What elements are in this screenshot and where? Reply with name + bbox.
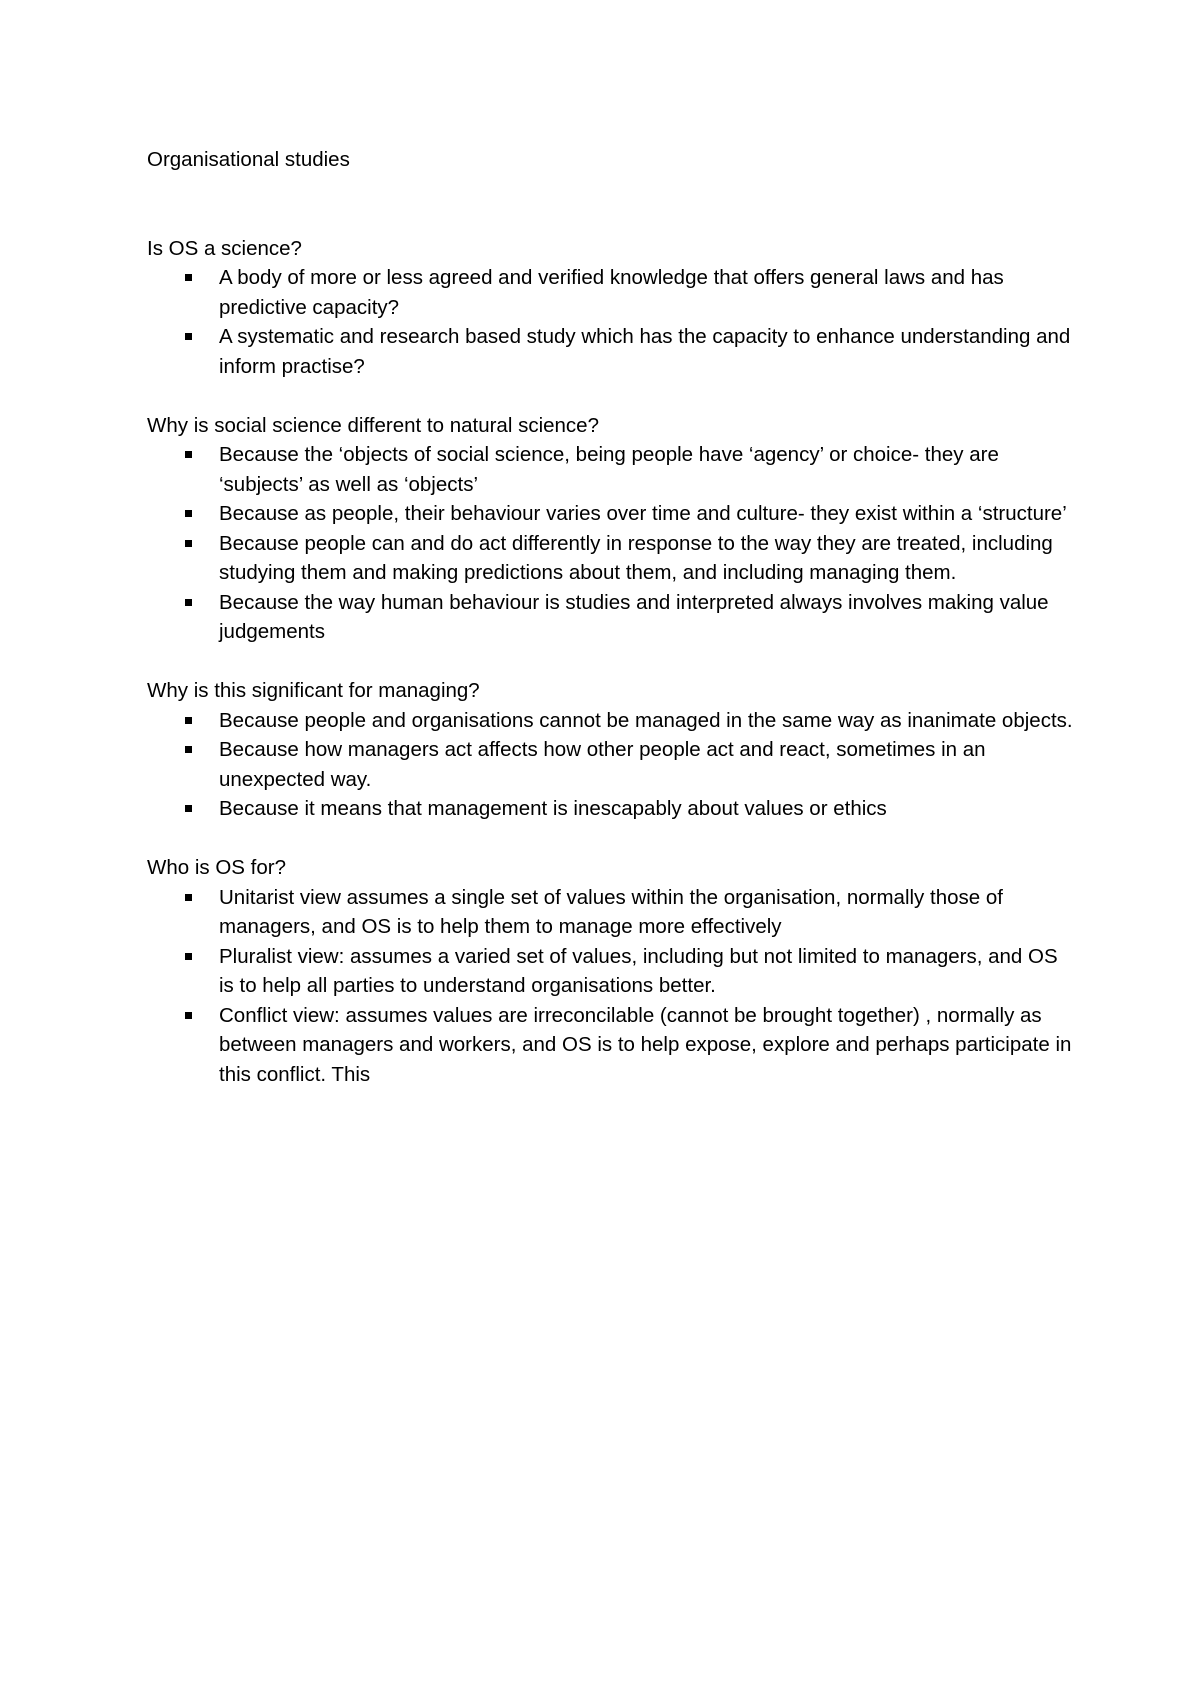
- list-item-text: Unitarist view assumes a single set of values within the organisation, normally those of managers, and OS is to help them to manage more effectively: [219, 885, 1003, 938]
- bullet-list: [147, 263, 1077, 381]
- list-item: [147, 263, 1077, 322]
- list-item-text: Because as people, their behaviour varies over time and culture- they exist within a ‘structure’: [219, 502, 1067, 525]
- list-item-text: Because the way human behaviour is studies and interpreted always involves making value judgements: [219, 590, 1049, 643]
- section-heading: Who is OS for?: [147, 856, 286, 879]
- list-item: [147, 883, 1077, 942]
- bullet-list: [147, 706, 1077, 824]
- section-heading: Why is social science different to natural science?: [147, 413, 599, 437]
- list-item: [147, 588, 1077, 647]
- section-social-vs-natural-science: [147, 411, 1077, 647]
- list-item: [147, 735, 1077, 794]
- section-is-os-a-science: [147, 234, 1077, 382]
- list-item: [147, 529, 1077, 588]
- list-item-text: A systematic and research based study which has the capacity to enhance understanding and inform practise?: [219, 325, 1071, 378]
- list-item-text: A body of more or less agreed and verified knowledge that offers general laws and has predictive capacity?: [219, 266, 1004, 319]
- square-bullet-icon: [185, 599, 192, 606]
- square-bullet-icon: [185, 717, 192, 724]
- section-who-is-os-for: [147, 853, 1077, 1089]
- section-significance-for-managing: [147, 676, 1077, 824]
- square-bullet-icon: [185, 451, 192, 458]
- list-item: [147, 440, 1077, 499]
- list-item: [147, 706, 1077, 736]
- list-item: [147, 794, 1077, 824]
- section-heading: Why is this significant for managing?: [147, 679, 480, 702]
- square-bullet-icon: [185, 510, 192, 517]
- list-item-text: Because it means that management is inescapably about values or ethics: [219, 797, 887, 820]
- list-item-text: Because the ‘objects of social science, being people have ‘agency’ or choice- they are ‘subjects’ as well as ‘objects’: [219, 443, 999, 496]
- list-item-text: Because people can and do act differently in response to the way they are treated, including studying them and making predictions about them, and including managing them.: [219, 531, 1053, 584]
- list-item: [147, 942, 1077, 1001]
- square-bullet-icon: [185, 1012, 192, 1019]
- section-heading: Is OS a science?: [147, 236, 302, 260]
- bullet-list: [147, 440, 1077, 647]
- list-item: [147, 499, 1077, 529]
- list-item: [147, 1001, 1077, 1090]
- document-body: [147, 145, 1077, 1119]
- square-bullet-icon: [185, 894, 192, 901]
- list-item-text: Pluralist view: assumes a varied set of values, including but not limited to managers, and OS is to help all parties to understand organisations better.: [219, 944, 1058, 997]
- document-title: Organisational studies: [147, 148, 350, 171]
- square-bullet-icon: [185, 333, 192, 340]
- list-item-text: Conflict view: assumes values are irreconcilable (cannot be brought together) , normally as between managers and workers, and OS is to help expose, explore and perhaps participate in this conflict. This: [219, 1003, 1072, 1086]
- list-item: [147, 322, 1077, 381]
- square-bullet-icon: [185, 540, 192, 547]
- list-item-text: Because how managers act affects how other people act and react, sometimes in an unexpected way.: [219, 738, 986, 791]
- bullet-list: [147, 883, 1077, 1090]
- square-bullet-icon: [185, 274, 192, 281]
- list-item-text: Because people and organisations cannot be managed in the same way as inanimate objects.: [219, 708, 1073, 732]
- square-bullet-icon: [185, 805, 192, 812]
- square-bullet-icon: [185, 953, 192, 960]
- square-bullet-icon: [185, 746, 192, 753]
